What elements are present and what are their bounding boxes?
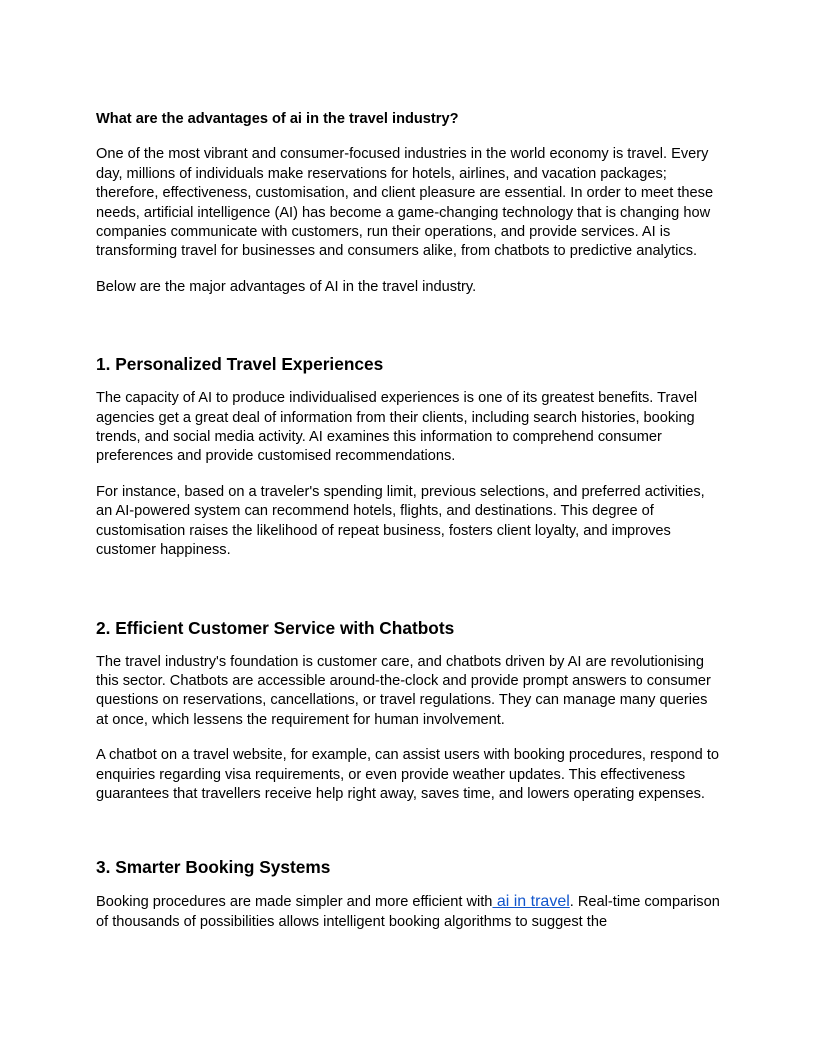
section-3-paragraph-1 (96, 892, 720, 932)
section-3-heading: 3. Smarter Booking Systems (96, 857, 331, 878)
intro-paragraph-2: Below are the major advantages of AI in the travel industry. (96, 278, 477, 295)
section-3-text-before-link: Booking procedures are made simpler and more efficient with (96, 894, 493, 911)
ai-in-travel-link[interactable]: ai in travel (492, 893, 570, 911)
section-1-paragraph-2: For instance, based on a traveler's spending limit, previous selections, and preferred activities, an AI-powered system can recommend hotels, flights, and destinations. This degree of customisation raises the likelihood of repeat business, fosters client loyalty, and improves customer happiness. (96, 483, 705, 559)
section-3-text-after-link: . Real-time comparison of thousands of possibilities allows intelligent booking algorithms to suggest the (96, 894, 720, 930)
section-1-heading: 1. Personalized Travel Experiences (96, 354, 384, 375)
section-2-paragraph-1: The travel industry's foundation is customer care, and chatbots driven by AI are revolutionising this sector. Chatbots are accessible around-the-clock and provide prompt answers to consumer questions on reservations, cancellations, or travel regulations. They can manage many queries at once, which lessens the requirement for human involvement. (96, 653, 711, 728)
document-title: What are the advantages of ai in the travel industry? (96, 111, 459, 127)
document-page (96, 110, 720, 948)
section-2-heading: 2. Efficient Customer Service with Chatbots (96, 617, 455, 638)
section-2-paragraph-2: A chatbot on a travel website, for example, can assist users with booking procedures, respond to enquiries regarding visa requirements, or even provide weather updates. This effectiveness guarantees that travellers receive help right away, saves time, and lowers operating expenses. (96, 747, 720, 802)
intro-paragraph-1: One of the most vibrant and consumer-focused industries in the world economy is travel. Every day, millions of individuals make reservations for hotels, airlines, and vacation packages; therefore, effectiveness, customisation, and client pleasure are essential. In order to meet these needs, artificial intelligence (AI) has become a game-changing technology that is changing how companies communicate with customers, run their operations, and provide services. AI is transforming travel for businesses and consumers alike, from chatbots to predictive analytics. (96, 146, 714, 260)
section-1-paragraph-1: The capacity of AI to produce individualised experiences is one of its greatest benefits. Travel agencies get a great deal of information from their clients, including search histories, booking trends, and social media activity. AI examines this information to comprehend consumer preferences and provide customised recommendations. (96, 390, 698, 465)
